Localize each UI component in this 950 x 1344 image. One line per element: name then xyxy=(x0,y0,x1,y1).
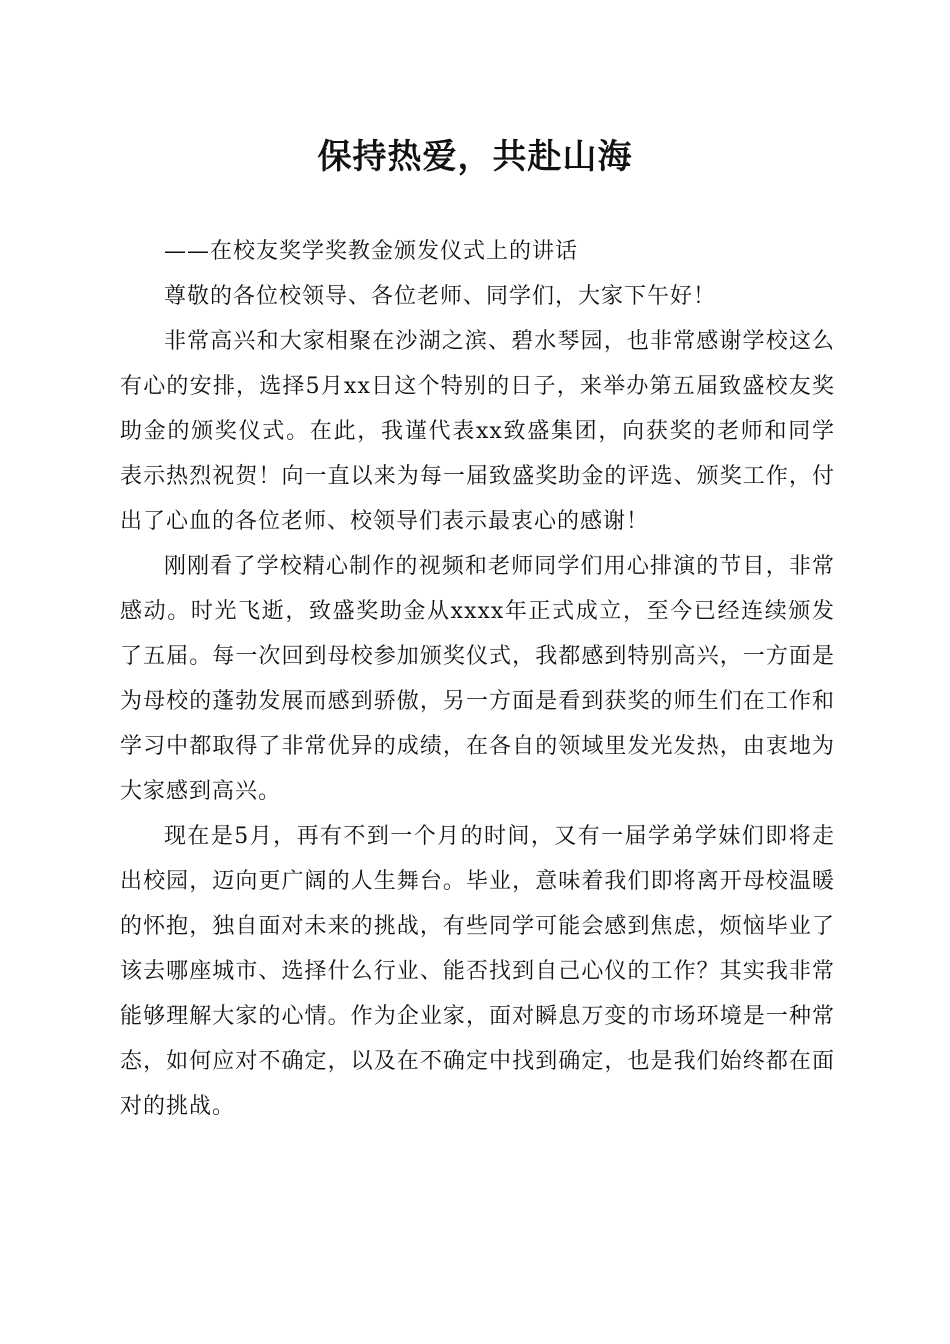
document-body xyxy=(120,229,835,1129)
paragraph: 刚刚看了学校精心制作的视频和老师同学们用心排演的节目，非常感动。时光飞逝，致盛奖助金从xxxx年正式成立，至今已经连续颁发了五届。每一次回到母校参加颁奖仪式，我都感到特别高兴，一方面是为母校的蓬勃发展而感到骄傲，另一方面是看到获奖的师生们在工作和学习中都取得了非常优异的成绩，在各自的领域里发光发热，由衷地为大家感到高兴。 xyxy=(120,554,835,804)
document-title: 保持热爱，共赴山海 xyxy=(317,137,633,177)
subtitle: ——在校友奖学奖教金颁发仪式上的讲话 xyxy=(164,239,579,264)
greeting: 尊敬的各位校领导、各位老师、同学们，大家下午好！ xyxy=(164,284,717,309)
paragraph: 非常高兴和大家相聚在沙湖之滨、碧水琴园，也非常感谢学校这么有心的安排，选择5月xx日这个特别的日子，来举办第五届致盛校友奖助金的颁奖仪式。在此，我谨代表xx致盛集团，向获奖的老师和同学表示热烈祝贺！向一直以来为每一届致盛奖助金的评选、颁奖工作，付出了心血的各位老师、校领导们表示最衷心的感谢！ xyxy=(120,329,835,534)
paragraph: 现在是5月，再有不到一个月的时间，又有一届学弟学妹们即将走出校园，迈向更广阔的人生舞台。毕业，意味着我们即将离开母校温暖的怀抱，独自面对未来的挑战，有些同学可能会感到焦虑，烦恼毕业了该去哪座城市、选择什么行业、能否找到自己心仪的工作？其实我非常能够理解大家的心情。作为企业家，面对瞬息万变的市场环境是一种常态，如何应对不确定，以及在不确定中找到确定，也是我们始终都在面对的挑战。 xyxy=(120,824,835,1119)
